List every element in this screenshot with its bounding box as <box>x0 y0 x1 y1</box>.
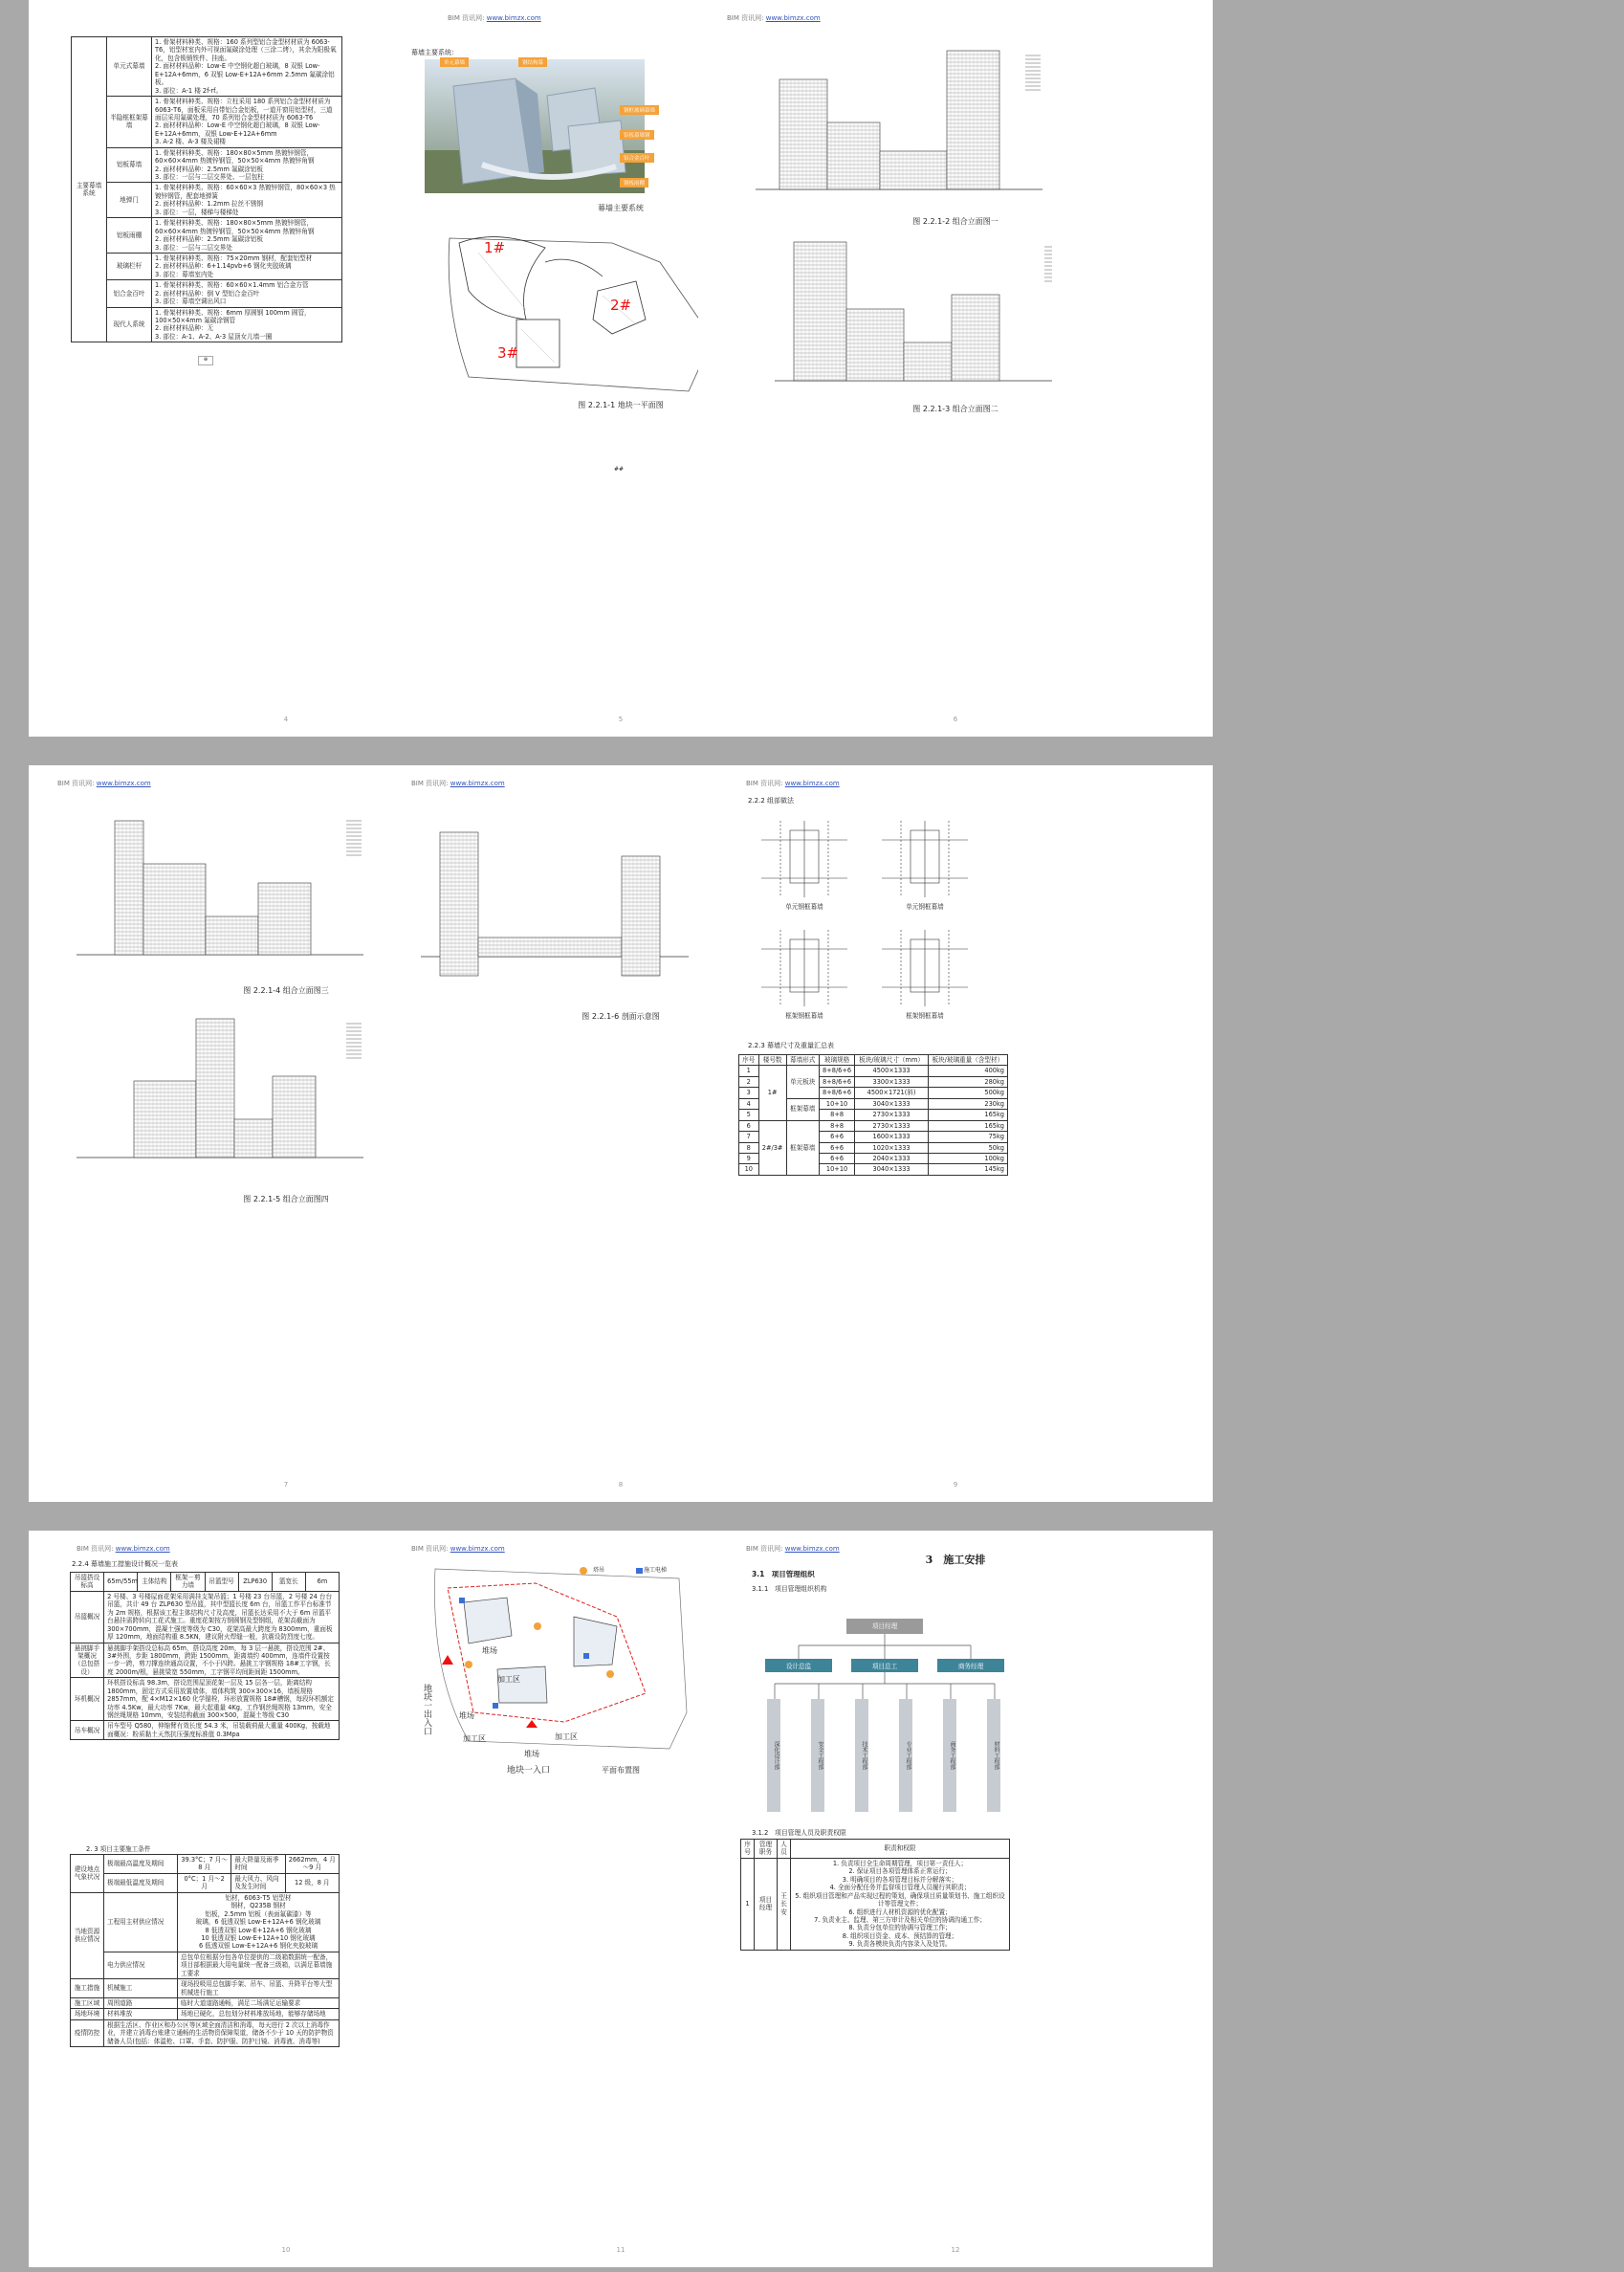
system-table <box>71 36 342 342</box>
system-name: 现代人系统 <box>107 307 152 342</box>
cell: 12 级，8 月 <box>285 1873 339 1892</box>
detail-caption: 框架钢框幕墙 <box>906 1012 944 1020</box>
duty-line: 1. 负责项目全生命周期管理，项目第一责任人； <box>832 1859 968 1867</box>
plan-caption: 图 2.2.1-1 地块一平面图 <box>578 401 664 409</box>
system-tag: 钢结构幕 <box>518 57 547 67</box>
cell: 10+10 <box>819 1098 855 1109</box>
cell: 8+8/6+6 <box>819 1076 855 1087</box>
spec-line: 2. 面材材料品种：Low-E 中空钢化超白玻璃，8 双银 Low-E+12A+6mm，6 双银 Low-E+12A+6mm 2.5mm 氟碳涂铝板。 <box>155 62 335 87</box>
cell: 8+8 <box>819 1120 855 1131</box>
row-key: 吊车概况 <box>71 1721 104 1740</box>
detail-caption: 框架钢框幕墙 <box>785 1012 823 1020</box>
cell: 根据生活区、作业区和办公区等区域全面清洁和消毒，每天进行 2 次以上消毒作业，并建立消毒台账建立通畅的生活物资保障渠道，储备不少于 10 天的防护物资储备人员(包括：体温枪、口罩、手套、防护服、防护目镜、消毒液、消毒等) <box>104 2019 340 2046</box>
table-row <box>71 1591 340 1643</box>
spec-line: 1. 骨架材料种类、规格：160 系列型铝合金型材材质为 6063-T6，铝型材室内外可视面氟碳涂处理（三涂二烤），其余为阳极氧化，包含锁销铁件、挂座。 <box>155 38 337 62</box>
section-drawing <box>421 804 689 995</box>
cell: 材料堆放 <box>104 2009 178 2019</box>
system-spec <box>152 183 342 218</box>
cell: 临时大道道路通畅，满足二场满足运输要求 <box>178 1998 340 2009</box>
elevation-drawing-1 <box>756 36 1042 209</box>
section-title-223: 2.2.3 幕墙尺寸及重量汇总表 <box>748 1042 835 1049</box>
spec-line: 1. 骨架材料种类、规格：60×60×3 热镀锌钢管，80×60×3 热镀锌钢管，配套地弹簧 <box>155 184 336 200</box>
table-row <box>72 147 342 183</box>
page-header: BIM 资讯网: www.bimzx.com <box>727 14 821 22</box>
curtain-wall-render <box>425 59 645 193</box>
cell: 8+8/6+6 <box>819 1066 855 1076</box>
page-header: BIM 资讯网: www.bimzx.com <box>77 1545 170 1553</box>
system-spec <box>152 280 342 307</box>
cell: 500kg <box>928 1088 1007 1098</box>
spec-line: 2. 面材材料品种：无 <box>155 324 214 333</box>
system-spec <box>152 147 342 183</box>
cell: 1020×1333 <box>855 1142 928 1153</box>
cell: 吊篮型号 <box>205 1573 238 1592</box>
layout-caption: 平面布置图 <box>602 1766 640 1775</box>
page-number: 7 <box>283 1481 289 1489</box>
cell: 4500×1721(斜) <box>855 1088 928 1098</box>
spec-line: 2. 面材材料品种：6+1.14pvb+6 钢化夹胶玻璃 <box>155 262 292 271</box>
page-number: 11 <box>616 2246 625 2254</box>
org-chart <box>756 1617 1014 1818</box>
cell: 165kg <box>928 1110 1007 1120</box>
plan-label: 加工区 <box>555 1732 578 1741</box>
cell-no: 6 <box>739 1120 759 1131</box>
table-row <box>71 1855 340 1874</box>
cell: 2040×1333 <box>855 1153 928 1163</box>
table-row <box>72 183 342 218</box>
table-row <box>71 1678 340 1721</box>
elevation-caption-2: 图 2.2.1-3 组合立面图二 <box>912 405 999 413</box>
cell-no: 2 <box>739 1076 759 1087</box>
spec-line: 1. 骨架材料种类、规格：6mm 厚圆钢 100mm 圆管，100×50×4mm 氟碳涂钢管 <box>155 308 311 324</box>
system-name: 铝板幕墙 <box>107 147 152 183</box>
detail-caption: 单元钢框幕墙 <box>785 903 823 911</box>
column-header: 楼号数 <box>758 1055 786 1066</box>
system-tag: 铝合金百叶 <box>620 153 654 163</box>
spec-line: 3. 部位：幕墙室内处 <box>155 270 214 278</box>
cell: 2730×1333 <box>855 1110 928 1120</box>
system-name: 单元式幕墙 <box>107 37 152 97</box>
cell: 165kg <box>928 1120 1007 1131</box>
duty-line: 2. 保证项目各项管理体系正常运行； <box>848 1867 952 1876</box>
spec-line: 2. 面材材料品种：2.5mm 氟碳涂铝板 <box>155 165 263 173</box>
column-header: 幕墙形式 <box>786 1055 819 1066</box>
cell: 6m <box>305 1573 339 1592</box>
section-caption: 图 2.2.1-6 剖面示意图 <box>582 1012 660 1021</box>
cell: 2730×1333 <box>855 1120 928 1131</box>
plan-label: 加工区 <box>497 1675 520 1684</box>
page-number: 10 <box>281 2246 291 2254</box>
page-number: 5 <box>618 716 624 723</box>
spec-line: 2. 面材材料品种：2.5mm 氟碳涂铝板 <box>155 235 263 244</box>
page-number: 4 <box>283 716 289 723</box>
chapter-title: 3 施工安排 <box>925 1554 986 1566</box>
page-number: 9 <box>953 1481 958 1489</box>
row-value: 吊车型号 Q580，伸缩臂有效长度 54.3 米，吊装载荷最大重量 400Kg，按载地面概况：粉质黏土天然抗压强度标准值 0.3Mpa <box>104 1721 340 1740</box>
cell: 39.3°C；7 月～8 月 <box>178 1855 231 1874</box>
page-header: BIM 资讯网: www.bimzx.com <box>57 780 151 787</box>
system-spec <box>152 218 342 254</box>
cell: 230kg <box>928 1098 1007 1109</box>
system-name: 铝板雨棚 <box>107 218 152 254</box>
spec-line: 2. 面材材料品种：Low-E 中空钢化超白玻璃，8 双银 Low-E+12A+6mm，双银 Low-E+12A+6mm <box>155 121 320 138</box>
table-row <box>72 218 342 254</box>
duty-line: 5. 组织项目管理和产品实现过程的策划，确保项目质量策划书、施工组织设计等管理文件； <box>795 1891 1005 1908</box>
cell: 10+10 <box>819 1164 855 1175</box>
cell-no: 1 <box>739 1066 759 1076</box>
cell: 4500×1333 <box>855 1066 928 1076</box>
table-row <box>71 1998 340 2009</box>
row-value: 2 号楼、3 号楼屋面花架采用满挂支架吊篮；1 号楼 23 台吊篮，2 号楼 24 台台吊篮，共计 49 台 ZLP630 型吊篮，其中型篮长度 6m 台，吊篮工作平台标准节为 2m 规格，根据该工程主体结构尺寸及高度，吊篮长达采用不大于 6m 吊篮平台悬挂需跨转向工花式施工。重度花架按方钢圆钢及型钢组，花架高截面为 300×700mm，混凝土强度等级为 C30，花架高最大跨度为 8300mm，重面板厚 120mm，地面结构重 8.5KN，建议附火焊缝一般，抗震设防烈度七度。 <box>104 1591 340 1643</box>
elevation-drawing-2 <box>775 228 1052 400</box>
system-spec <box>152 97 342 148</box>
cell: 3300×1333 <box>855 1076 928 1087</box>
spec-line: 3. 部位：一层与二层交界处 <box>155 243 232 252</box>
cell: 篮宽长 <box>272 1573 305 1592</box>
cell: 极端最高温度及期间 <box>104 1855 178 1874</box>
page-note: ## <box>614 466 625 473</box>
spec-line: 1. 骨架材料种类、规格：180×80×5mm 热镀锌钢管，60×60×4mm 热镀锌钢管，50×50×4mm 热镀锌角钢 <box>155 219 315 235</box>
detail-drawing <box>872 821 977 911</box>
duty-line: 4. 全面分配任务并监督项目管理人员履行其职责； <box>829 1884 971 1892</box>
cell: 极端最低温度及期间 <box>104 1873 178 1892</box>
cell-no: 4 <box>739 1098 759 1109</box>
cell: 0°C；1 月～2 月 <box>178 1873 231 1892</box>
table-row <box>71 1952 340 1978</box>
table-anchor-icon[interactable]: ⊕ <box>198 356 213 365</box>
cell: ZLP630 <box>238 1573 272 1592</box>
table-row <box>71 1573 340 1592</box>
cell: 1600×1333 <box>855 1132 928 1142</box>
cell: 50kg <box>928 1142 1007 1153</box>
detail-drawing <box>752 930 857 1020</box>
duty-line: 6. 组织进行人材机资源的优化配置； <box>848 1908 952 1916</box>
cell: 周围道路 <box>104 1998 178 2009</box>
system-name: 半隐框框架幕墙 <box>107 97 152 148</box>
table-row <box>72 280 342 307</box>
column-header: 人员 <box>778 1840 791 1859</box>
cell: 施工区域 <box>71 1998 104 2009</box>
table-row <box>739 1066 1008 1076</box>
cell-bldg: 2#/3# <box>758 1120 786 1175</box>
cell: 总包单位根据分包各单位提供的二级箱数据统一配备，项目部根据最大用电量统一配备三级箱，以满足幕墙施工要求 <box>178 1952 340 1978</box>
org-mid: 设计总监 <box>785 1663 812 1670</box>
system-name: 地弹门 <box>107 183 152 218</box>
org-bottom: 深化设计部 <box>767 1699 780 1812</box>
elevation-drawing-3 <box>77 802 363 974</box>
cell-no: 3 <box>739 1088 759 1098</box>
system-tag: 钢板雨棚 <box>620 178 648 187</box>
group-label: 主要幕墙系统 <box>72 37 107 342</box>
row-key: 悬挑脚手架概况（总包搭设） <box>71 1643 104 1678</box>
spec-line: 2. 面材材料品种：1.2mm 拉丝不锈钢 <box>155 200 263 209</box>
row-key: 吊篮概况 <box>71 1591 104 1643</box>
cell-duties <box>791 1858 1010 1950</box>
responsibility-table <box>740 1839 1010 1951</box>
table-row <box>741 1858 1010 1950</box>
spec-line: 3. 部位：A-1、A-2、A-3 屋顶女儿墙一圈 <box>155 332 273 341</box>
cell-form: 框架幕墙 <box>786 1098 819 1120</box>
intro-text: 幕墙主要系统： <box>411 49 458 56</box>
table-row <box>71 1979 340 1998</box>
org-mid: 项目总工 <box>871 1663 898 1670</box>
cell: 65m/55m <box>104 1573 138 1592</box>
spec-line: 2. 面材材料品种：倒 V 型铝合金百叶 <box>155 289 260 298</box>
cell: 吊篮搭设标高 <box>71 1573 104 1592</box>
org-bottom: 商务工程部 <box>943 1699 956 1812</box>
cell: 场地环境 <box>71 2009 104 2019</box>
cell-person: 王长安 <box>778 1858 791 1950</box>
spec-line: 1. 骨架材料种类、规格：立柱采用 180 系列铝合金型材材质为 6063-T6，面板采用自带铝合金铝板，一道开窗用铝型材，三道面层采用氟碳处理，70 系列铝合金型材材质为 6063-T6 <box>155 98 333 121</box>
cell-no: 10 <box>739 1164 759 1175</box>
duty-line: 9. 负责各模块负责内容录入及处罚。 <box>848 1940 952 1949</box>
system-tag: 铝板幕墙钢 <box>620 130 654 140</box>
duty-line: 3. 明确项目的各项管理目标并分解落实； <box>842 1875 958 1884</box>
table-row <box>739 1120 1008 1131</box>
measures-table <box>70 1572 340 1740</box>
cell: 最大风力、风向及发生时间 <box>231 1873 285 1892</box>
column-header: 板块/玻璃重量（含型材） <box>928 1055 1007 1066</box>
system-spec <box>152 307 342 342</box>
page-9 <box>698 765 1213 1502</box>
duty-line: 8. 负责分包单位的协调与管理工作； <box>848 1924 952 1932</box>
cell: 3040×1333 <box>855 1164 928 1175</box>
table-row <box>72 307 342 342</box>
spec-line: 3. 部位：幕墙空调出风口 <box>155 298 227 306</box>
spec-line: 3. 部位：一层，楼梯与楼梯处 <box>155 208 239 216</box>
system-spec <box>152 253 342 279</box>
cell: 机械施工 <box>104 1979 178 1998</box>
column-header: 序号 <box>739 1055 759 1066</box>
cell: 8+8 <box>819 1110 855 1120</box>
spec-line: 1. 骨架材料种类、规格：75×20mm 钢材，配套铝型材 <box>155 254 313 262</box>
column-header: 职责和权限 <box>791 1840 1010 1859</box>
cell: 145kg <box>928 1164 1007 1175</box>
cell-no: 9 <box>739 1153 759 1163</box>
cell-no: 5 <box>739 1110 759 1120</box>
elevation-caption-1: 图 2.2.1-2 组合立面图一 <box>912 217 999 226</box>
page-number: 8 <box>618 1481 624 1489</box>
layout-plan <box>430 1559 689 1751</box>
section-312: 3.1.2 项目管理人员及职责权限 <box>752 1829 846 1837</box>
org-bottom: 专业工程部 <box>899 1699 912 1812</box>
duty-line: 7. 负责业主、监理、第三方审计及相关单位的协调沟通工作； <box>814 1915 986 1924</box>
table-row <box>71 1873 340 1892</box>
cell-bldg: 1# <box>758 1066 786 1120</box>
cell: 6+6 <box>819 1142 855 1153</box>
cell: 施工措施 <box>71 1979 104 1998</box>
column-header: 序号 <box>741 1840 755 1859</box>
section-311: 3.1.1 项目管理组织机构 <box>752 1585 827 1593</box>
detail-caption: 单元钢框幕墙 <box>906 903 944 911</box>
spec-line: 1. 骨架材料种类、规格：60×60×1.4mm 铝合金方管 <box>155 281 309 290</box>
table-row <box>72 97 342 148</box>
plan-label: 堆场 <box>459 1711 474 1720</box>
section-title-224: 2.2.4 幕墙施工措施设计概况一览表 <box>72 1560 179 1568</box>
conditions-table <box>70 1854 340 2047</box>
system-name: 玻璃栏杆 <box>107 253 152 279</box>
panel-size-table <box>738 1054 1008 1176</box>
cell: 100kg <box>928 1153 1007 1163</box>
spec-line: 3. A-2 楼、A-3 楼及裙楼 <box>155 138 227 146</box>
system-spec <box>152 37 342 97</box>
cell: 2662mm，4 月～9 月 <box>285 1855 339 1874</box>
page-12 <box>698 1531 1213 2267</box>
cell: 6+6 <box>819 1132 855 1142</box>
elevation-drawing-4 <box>77 1004 363 1177</box>
system-tag: 单元幕墙 <box>440 57 469 67</box>
cell: 场地已硬化，总包划分材料堆放场地，能够存储场地 <box>178 2009 340 2019</box>
bldg-3-label: 3# <box>497 344 519 362</box>
elevation-caption-3: 图 2.2.1-4 组合立面图三 <box>243 986 329 995</box>
cell: 280kg <box>928 1076 1007 1087</box>
cell: 疫情防控 <box>71 2019 104 2046</box>
org-top: 项目经理 <box>871 1622 898 1630</box>
spec-line: 1. 骨架材料种类、规格：180×80×5mm 热镀锌钢管，60×60×4mm 热镀锌钢管，50×50×4mm 热镀锌角钢 <box>155 148 315 165</box>
cell-job: 项目经理 <box>755 1858 778 1950</box>
cell-no: 8 <box>739 1142 759 1153</box>
elevation-caption-4: 图 2.2.1-5 组合立面图四 <box>243 1195 329 1203</box>
page-6 <box>698 0 1213 737</box>
table-row <box>71 2009 340 2019</box>
row-value: 环机搭设标高 98.3m，搭设范围屋顶花架一层及 15 层各一层，距离结构 1800mm，固定方式采用放置墙体，墙体构筑 300×300×16，墙板规格 2857mm，配 4×M12×160 化学锚栓，环形放置规格 18#槽钢，每段环机额定功率 4.5Kw，最大功率 7Kw，最大起重量 4Kg，工作钢丝绳规格 13mm，安全钢丝绳规格 10mm，安装结构截面 300×500，混凝土等级 C30 <box>104 1678 340 1721</box>
cell: 电力供应情况 <box>104 1952 178 1978</box>
section-title-222: 2.2.2 组部做法 <box>748 797 795 805</box>
cell: 主体结构 <box>138 1573 171 1592</box>
table-row <box>71 1643 340 1678</box>
render-caption: 幕墙主要系统 <box>598 204 644 212</box>
spec-line: 3. 部位：A-1 楼 2f-rf。 <box>155 86 223 95</box>
table-row <box>71 1721 340 1740</box>
bldg-1-label: 1# <box>484 239 506 256</box>
table-row <box>72 37 342 97</box>
cell: 6+6 <box>819 1153 855 1163</box>
page-header: BIM 资讯网: www.bimzx.com <box>411 780 505 787</box>
section-title-23: 2. 3 项目主要施工条件 <box>86 1845 151 1853</box>
detail-drawing <box>872 930 977 1020</box>
plan-label: 地块一入口 <box>507 1766 551 1776</box>
cell: 400kg <box>928 1066 1007 1076</box>
system-tag: 钢框玻璃幕墙 <box>620 105 659 115</box>
plan-label: 施工电梯 <box>644 1567 668 1574</box>
org-bottom: 技术工程部 <box>855 1699 868 1812</box>
page-number: 6 <box>953 716 958 723</box>
table-row <box>71 1892 340 1952</box>
page-number: 12 <box>951 2246 960 2254</box>
column-header: 管理职务 <box>755 1840 778 1859</box>
cell: 3040×1333 <box>855 1098 928 1109</box>
plan-label: 地块一出入口 <box>422 1684 431 1735</box>
cell: 8+8/6+6 <box>819 1088 855 1098</box>
plan-label: 加工区 <box>463 1734 486 1743</box>
org-mid: 商务经理 <box>957 1663 984 1670</box>
page-header: BIM 资讯网: www.bimzx.com <box>411 1545 505 1553</box>
cell: 铝材，6063-T5 铝型材 钢材，Q235B 钢材 铝板，2.5mm 铝板（表面氟碳漆）等 玻璃，6 低透双银 Low-E+12A+6 钢化玻璃 8 低透双银 Low-E+12A+6 钢化玻璃 10 低透双银 Low-E+12A+10 钢化玻璃 6 低透双银 Low-E+12A+6 钢化夹胶玻璃 <box>178 1892 340 1952</box>
plan-label: 堆场 <box>524 1750 539 1758</box>
cell-form: 单元板块 <box>786 1066 819 1098</box>
section-31: 3.1 项目管理组织 <box>752 1570 815 1578</box>
org-bottom: 材料工程部 <box>987 1699 1000 1812</box>
row-key: 环机概况 <box>71 1678 104 1721</box>
column-header: 板块/玻璃尺寸（mm） <box>855 1055 928 1066</box>
cell-no: 7 <box>739 1132 759 1142</box>
plan-label: 塔吊 <box>593 1567 605 1574</box>
org-bottom: 安全工程部 <box>811 1699 824 1812</box>
duty-line: 8. 组织项目资金、成本、预结算的管理； <box>842 1931 958 1940</box>
detail-drawing <box>752 821 857 911</box>
bldg-2-label: 2# <box>610 297 632 314</box>
cell: 当地资源供应情况 <box>71 1892 104 1978</box>
system-name: 铝合金百叶 <box>107 280 152 307</box>
table-row <box>71 2019 340 2046</box>
table-row <box>72 253 342 279</box>
page-header: BIM 资讯网: www.bimzx.com <box>448 14 541 22</box>
cell: 建设地点气象状况 <box>71 1855 104 1893</box>
row-value: 悬挑脚手架搭设总标高 65m，搭设高度 20m，每 3 层一悬挑，搭设范围 2#、3#外围，步距 1800mm，跨距 1500mm，距离墙约 400mm，连墙件设置按一步一跨，剪刀撑连续通高设置，不小于四跨。悬挑工字钢规格 18#工字钢，长度 2000m/根，悬挑梁宽 550mm，工字钢平均间距间距 1500mm。 <box>104 1643 340 1678</box>
cell-form: 框架幕墙 <box>786 1120 819 1175</box>
page-header: BIM 资讯网: www.bimzx.com <box>746 1545 840 1553</box>
cell: 工程用主材供应情况 <box>104 1892 178 1952</box>
page-header: BIM 资讯网: www.bimzx.com <box>746 780 840 787</box>
cell: 75kg <box>928 1132 1007 1142</box>
column-header: 玻璃规格 <box>819 1055 855 1066</box>
cell: 框架－剪力墙 <box>171 1573 205 1592</box>
plan-label: 堆场 <box>482 1646 497 1655</box>
cell: 现场投吸用总包脚手架、吊车、吊篮、升降平台等大型机械进行施工 <box>178 1979 340 1998</box>
site-plan-drawing <box>440 224 717 396</box>
cell-no: 1 <box>741 1858 755 1950</box>
spec-line: 3. 部位：一层与二层交界处、一层包柱 <box>155 173 264 181</box>
cell: 最大降量及雨季时间 <box>231 1855 285 1874</box>
